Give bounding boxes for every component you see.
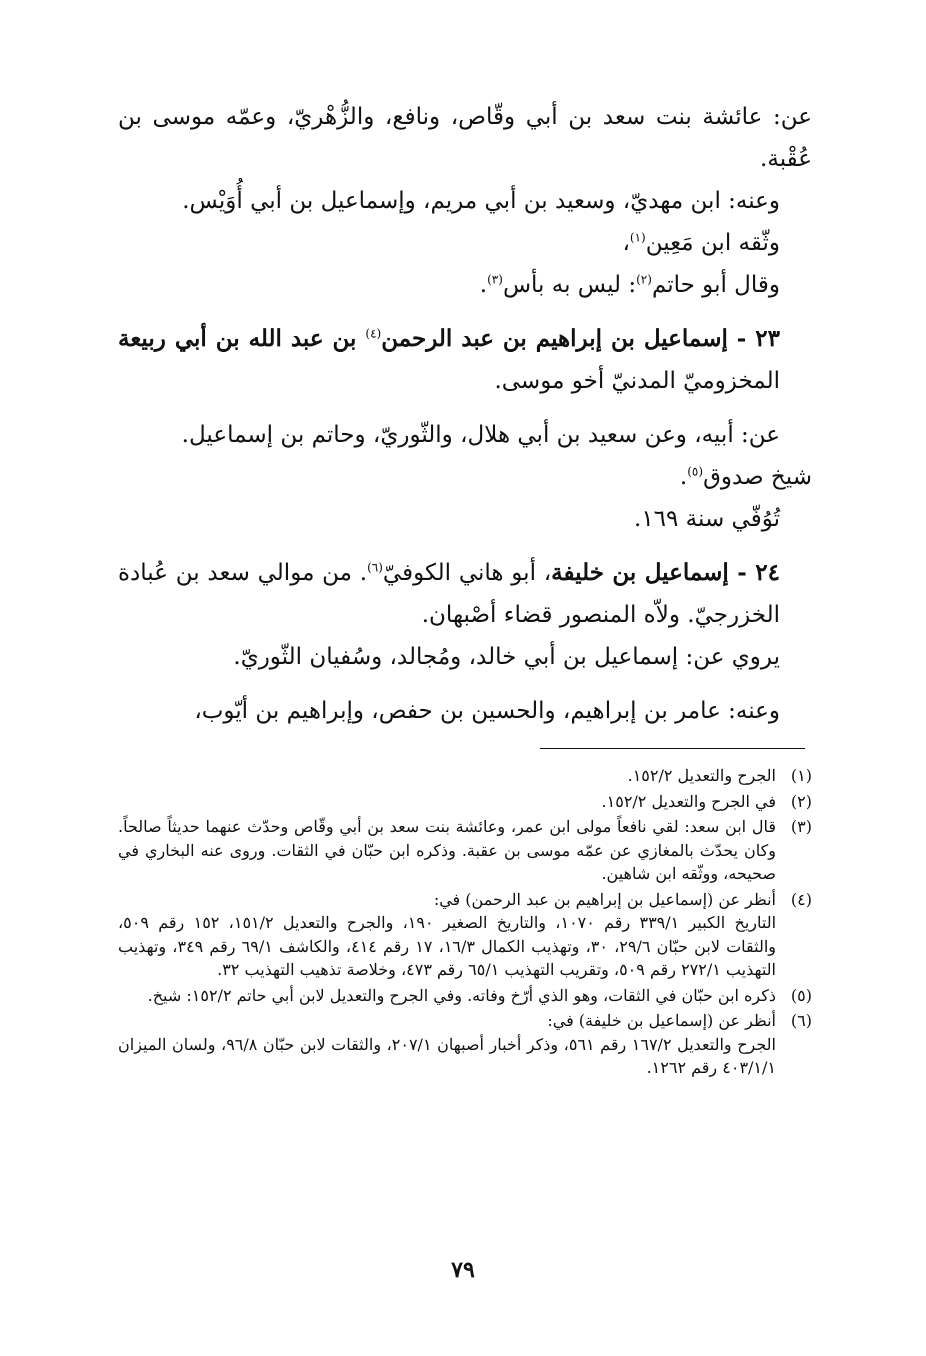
footnote-number: (٣) [790,817,812,836]
footnote-ref: (١) [629,230,646,245]
footnotes [118,764,812,1082]
entry-24-title: ٢٤ - إسماعيل بن خليفة [551,559,780,586]
main-text [118,96,812,732]
entry-23-title: ٢٣ - إسماعيل بن إبراهيم بن عبد الرحمن [381,325,781,352]
footnote-number: (١) [790,766,812,785]
footnote-ref: (٤) [365,326,382,341]
footnote-number: (٢) [790,791,812,811]
footnote-1: (١) الجرح والتعديل ١٥٢/٢. [118,764,812,788]
paragraph-e23-narrators: عن: أبيه، وعن سعيد بن أبي هلال، والثّوريّ، وحاتم بن إسماعيل. [181,422,780,448]
footnote-6: (٦) أنظر عن (إسماعيل بن خليفة) في: الجرح والتعديل ١٦٧/٢ رقم ٥٦١، وذكر أخبار أصبهان ٢٠٧/١، والثقات لابن حبّان ٩٦/٨، ولسان الميزان ٤٠٣/١/١ رقم ١٢٦٢. [118,1009,812,1080]
footnote-ref: (٦) [367,560,383,575]
entry-23-heading: ٢٣ - إسماعيل بن إبراهيم بن عبد الرحمن$^{(٤)}$ بن عبد الله بن أبي ربيعة المخزوميّ المدنيّ أخو موسى. [118,325,781,394]
paragraph-e23-grade: شيخ صدوق$^{(٥)}$. [679,464,812,490]
footnote-number: (٦) [790,1011,812,1030]
footnote-number: (٤) [790,889,812,909]
entry-24-heading: ٢٤ - إسماعيل بن خليفة، أبو هاني الكوفيّ$^{(٦)}$. من موالي سعد بن عُبادة الخزرجيّ. ولاّه المنصور قضاء أصْبهان. [118,559,780,628]
page-number: ٧٩ [451,1257,475,1283]
footnote-4: (٤) أنظر عن (إسماعيل بن إبراهيم بن عبد الرحمن) في: التاريخ الكبير ٣٣٩/١ رقم ١٠٧٠، والتاريخ الصغير ١٩٠، والجرح والتعديل ١٥١/٢، ١٥٢ رقم ٥٠٩، والثقات لابن حبّان ٢٩/٦، ٣٠، وتهذيب الكمال ١٦/٣، ١٧ رقم ٤١٤، والكاشف ٦٩/١ رقم ٣٤٩، وتهذيب التهذيب ٢٧٢/١ رقم ٥٠٩، وتقريب التهذيب ٦٥/١ رقم ٤٧٣، وخلاصة تذهيب التهذيب ٣٢. [118,888,812,982]
footnote-ref: (٥) [687,464,704,479]
paragraph-e23-death: تُوُفّي سنة ١٦٩. [634,506,780,532]
footnote-number: (٥) [790,985,812,1005]
footnote-ref: (٢) [636,272,652,287]
paragraph-e24-narrators-to: وعنه: عامر بن إبراهيم، والحسين بن حفص، وإبراهيم بن أيّوب، [194,698,780,724]
paragraph-e24-narrates-from: يروي عن: إسماعيل بن أبي خالد، ومُجالد، وسُفيان الثّوريّ. [233,644,780,670]
footnote-2: (٢) في الجرح والتعديل ١٥٢/٢. [118,790,812,814]
paragraph-narrators-to: وعنه: ابن مهديّ، وسعيد بن أبي مريم، وإسماعيل بن أبي أُوَيْس. [182,188,780,214]
footnote-divider [540,748,805,749]
footnote-ref: (٣) [487,272,503,287]
paragraph-narrators-from: عن: عائشة بنت سعد بن أبي وقّاص، ونافع، والزُّهْريّ، وعمّه موسى بن عُقْبة. [118,104,812,172]
footnote-3: (٣) قال ابن سعد: لقي نافعاً مولى ابن عمر، وعائشة بنت سعد بن أبي وقّاص وحدّث عنهما حديثاً صالحاً. وكان يحدّث بالمغازي عن عمّه موسى بن عقبة. وذكره ابن حبّان في الثقات. وروى عنه البخاري في صحيحه، ووثّقه ابن شاهين. [118,815,812,886]
footnote-5: (٥) ذكره ابن حبّان في الثقات، وهو الذي أرّخ وفاته. وفي الجرح والتعديل لابن أبي حاتم ١٥٢/٢: شيخ. [118,984,812,1008]
paragraph-abu-hatim: وقال أبو حاتم$^{(٢)}$: ليس به بأس$^{(٣)}$. [479,272,780,298]
paragraph-authentication: وثّقه ابن مَعِين$^{(١)}$، [622,230,780,256]
